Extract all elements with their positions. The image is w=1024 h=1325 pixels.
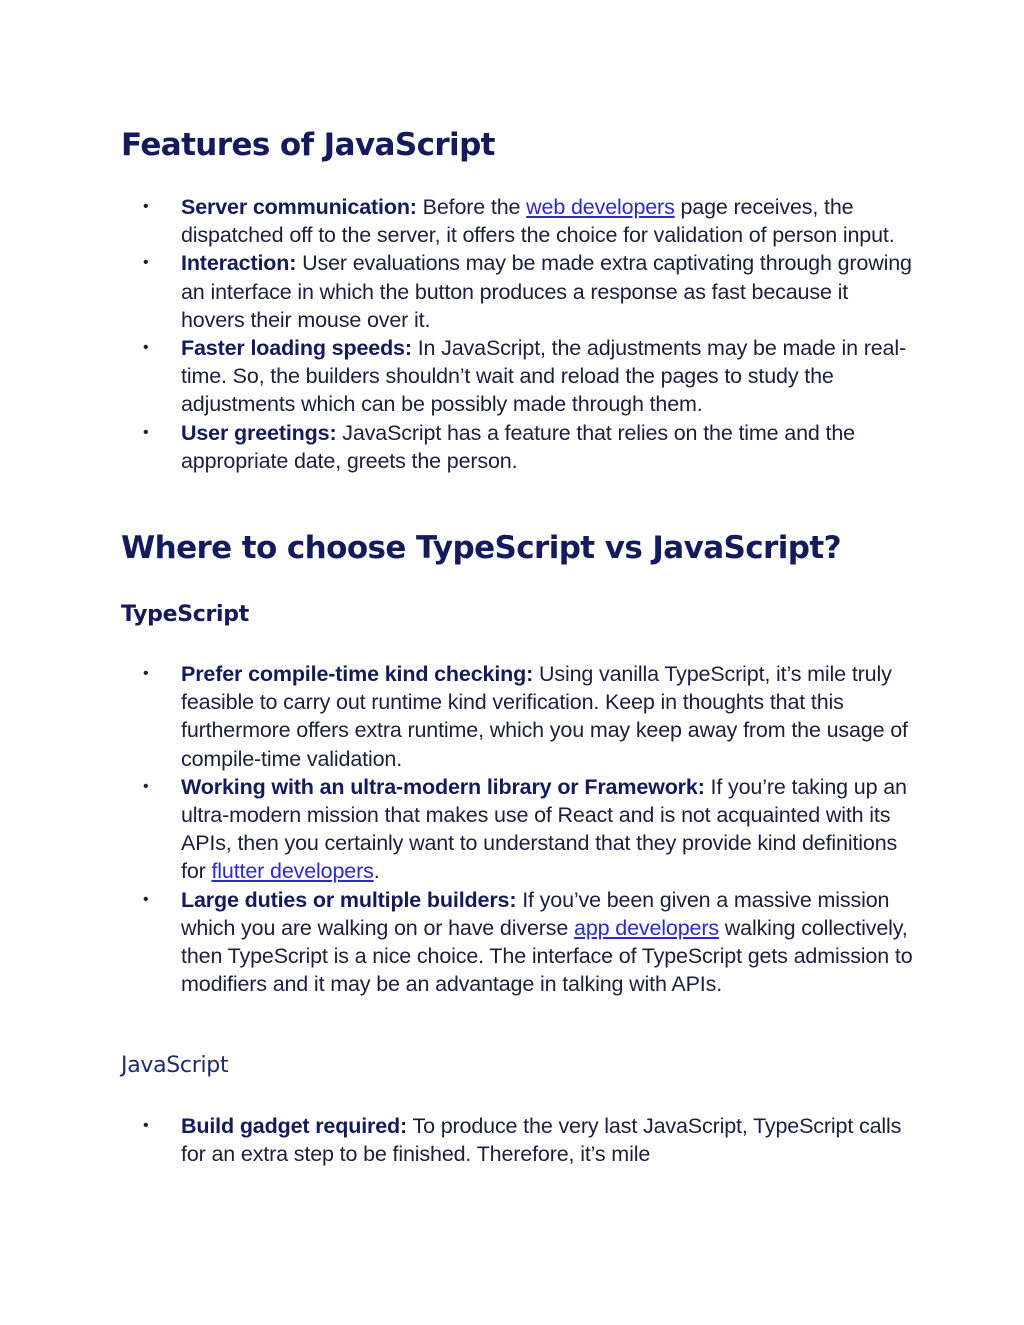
item-text: .	[373, 859, 380, 884]
flutter-developers-link[interactable]: flutter developers	[211, 859, 374, 884]
item-lead: Interaction:	[181, 251, 297, 276]
heading-where-to-choose: Where to choose TypeScript vs JavaScript?	[121, 530, 841, 566]
item-text: Using vanilla TypeScript, it’s mile truly feasible to carry out runtime kind verification. Keep in thoughts that this furthermore offers extra runtime, which you may keep away from the usage of compile-time validation.	[181, 662, 908, 771]
web-developers-link[interactable]: web developers	[526, 195, 675, 219]
list-item	[0, 773, 916, 886]
item-text: In JavaScript, the adjustments may be made in real-time. So, the builders shouldn’t wait and reload the pages to study the adjustments which can be possibly made through them.	[181, 336, 906, 417]
javascript-list	[0, 1112, 1024, 1168]
heading-features-of-javascript: Features of JavaScript	[121, 127, 495, 163]
list-item	[0, 660, 916, 773]
list-item	[0, 193, 916, 249]
typescript-list	[0, 660, 1024, 998]
item-lead: User greetings:	[181, 420, 337, 445]
item-text: Before the	[416, 195, 527, 219]
item-text: To produce the very last JavaScript, TypeScript calls for an extra step to be finished. Therefore, it’s mile	[181, 1114, 902, 1167]
bullet-icon: •	[143, 777, 149, 795]
item-text: If you’ve been given a massive mission which you are walking on or have diverse	[181, 887, 890, 940]
heading-typescript: TypeScript	[121, 602, 249, 627]
bullet-icon: •	[143, 1117, 149, 1134]
bullet-icon: •	[143, 254, 149, 272]
heading-javascript: JavaScript	[121, 1053, 229, 1078]
list-item	[0, 1112, 916, 1168]
bullet-icon: •	[143, 665, 149, 682]
item-lead: Faster loading speeds:	[181, 336, 412, 361]
app-developers-link[interactable]: app developers	[574, 915, 719, 940]
bullet-icon: •	[143, 423, 149, 441]
list-item	[0, 886, 916, 999]
item-text: If you’re taking up an ultra-modern mission that makes use of React and is not acquainted with its APIs, then you certainly want to understand that they provide kind definitions for	[181, 774, 907, 884]
list-item	[0, 249, 916, 334]
features-list	[0, 193, 1024, 475]
list-item	[0, 419, 916, 475]
bullet-icon: •	[143, 198, 149, 215]
item-text: walking collectively, then TypeScript is a nice choice. The interface of TypeScript gets admission to modifiers and it may be an advantage in talking with APIs.	[181, 915, 913, 997]
item-lead: Large duties or multiple builders:	[181, 887, 517, 912]
bullet-icon: •	[143, 890, 149, 908]
item-text: JavaScript has a feature that relies on the time and the appropriate date, greets the person.	[181, 420, 855, 473]
item-text: User evaluations may be made extra captivating through growing an interface in which the button produces a response as fast because it hovers their mouse over it.	[181, 251, 912, 332]
bullet-icon: •	[143, 339, 149, 357]
item-lead: Build gadget required:	[181, 1114, 408, 1138]
list-item	[0, 334, 916, 419]
item-lead: Working with an ultra-modern library or Framework:	[181, 774, 705, 799]
item-lead: Prefer compile-time kind checking:	[181, 662, 534, 686]
item-lead: Server communication:	[181, 195, 417, 219]
item-text: page receives, the dispatched off to the server, it offers the choice for validation of person input.	[181, 195, 895, 248]
